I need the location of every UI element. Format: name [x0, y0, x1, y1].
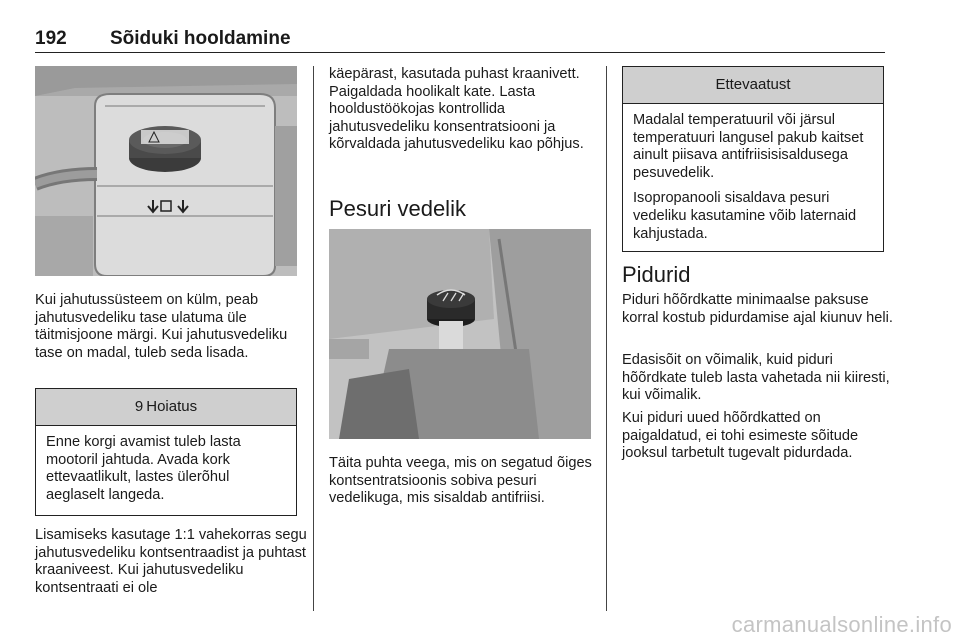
washer-fluid-paragraph: Täita puhta veega, mis on segatud õiges kontsentratsioonis sobiva pesuri vedelikuga, mis sisaldab antifriisi. — [329, 455, 592, 507]
brakes-paragraph-2: Edasisõit on võimalik, kuid piduri hõõrdkate tuleb lasta vahetada nii kiiresti, kui võimalik. — [622, 352, 890, 404]
washer-fluid-heading: Pesuri vedelik — [329, 196, 466, 221]
warning-box-header — [36, 389, 296, 426]
column-divider-2 — [606, 66, 607, 611]
coolant-mix-paragraph: Lisamiseks kasutage 1:1 vahekorras segu jahutusvedeliku kontsentraadist ja puhtast kraaniveest. Kui jahutusvedeliku kontsentraati ei ole — [35, 527, 307, 596]
brakes-paragraph-3: Kui piduri uued hõõrdkatted on paigaldatud, ei tohi esimeste sõitude jooksul tarbetult tugevalt pidurdada. — [622, 410, 859, 462]
column-divider-1 — [313, 66, 314, 611]
coolant-reservoir-image — [35, 66, 297, 276]
warning-box — [35, 388, 297, 516]
brakes-paragraph-1: Piduri hõõrdkatte minimaalse paksuse korral kostub pidurdamise ajal kiunuv heli. — [622, 292, 893, 326]
caution-text-2: Isopropanooli sisaldava pesuri vedeliku kasutamine võib laternaid kahjustada. — [633, 190, 857, 242]
caution-box — [622, 66, 884, 252]
coolant-level-paragraph: Kui jahutussüsteem on külm, peab jahutusvedeliku tase ulatuma üle täitmisjoone märgi. Kui jahutusvedeliku tase on madal, tuleb seda lisada. — [35, 292, 288, 361]
brakes-heading: Pidurid — [622, 262, 691, 287]
page-number: 192 — [35, 28, 67, 49]
warning-text: Enne korgi avamist tuleb lasta mootoril jahtuda. Avada kork ettevaatlikult, lastes ülerõhul aeglaselt langeda. — [46, 434, 241, 503]
coolant-continued-paragraph: käepärast, kasutada puhast kraanivett. Paigaldada hoolikalt kate. Lasta hooldustöökojas kontrollida jahutusvedeliku konsentratsiooni ja kõrvaldada jahutusvedeliku kao põhjus. — [329, 66, 584, 153]
caution-text-1: Madalal temperatuuril või järsul temperatuuri langusel pakub kaitset ainult piisava antifriisisisaldusega pesuvedelik. — [633, 112, 864, 181]
washer-fluid-reservoir-image — [329, 229, 591, 439]
page-title: Sõiduki hooldamine — [110, 28, 291, 49]
page-header — [35, 28, 885, 53]
caution-box-header: Ettevaatust — [623, 67, 883, 104]
warning-triangle-icon: 9 — [134, 398, 144, 415]
watermark: carmanualsonline.info — [731, 612, 952, 637]
warning-title: Hoiatus — [146, 398, 198, 415]
